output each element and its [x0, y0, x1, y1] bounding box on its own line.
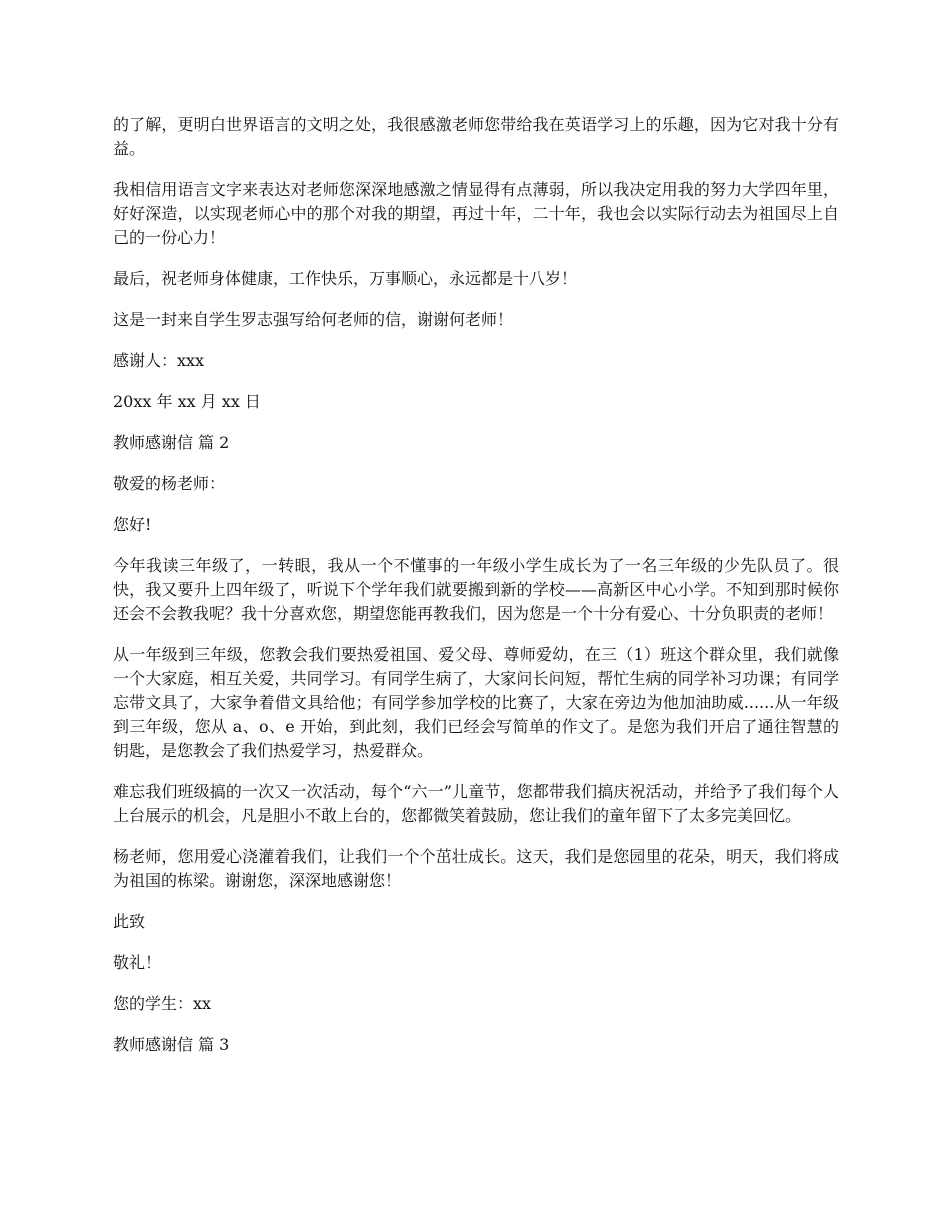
letter-date: 20xx 年 xx 月 xx 日: [113, 392, 261, 411]
paragraph-intro: 今年我读三年级了，一转眼，我从一个不懂事的一年级小学生成长为了一名三年级的少先队员了。很快，我又要升上四年级了，听说下个学年我们就要搬到新的学校——高新区中心小学。不知到那时候你还会不会教我呢？我十分喜欢您，期望您能再教我们，因为您是一个十分有爱心、十分负职责的老师！: [113, 556, 839, 623]
section-heading-2: 教师感谢信 篇 2: [113, 433, 230, 452]
paragraph-letter-note: 这是一封来自学生罗志强写给何老师的信，谢谢何老师！: [113, 310, 514, 329]
closing-jingli: 敬礼！: [113, 953, 162, 972]
section-heading-3: 教师感谢信 篇 3: [113, 1035, 230, 1054]
paragraph-memories: 从一年级到三年级，您教会我们要热爱祖国、爱父母、尊师爱幼，在三（1）班这个群众里，我们就像一个大家庭，相互关爱，共同学习。有同学生病了，大家问长问短，帮忙生病的同学补习功课；有同学忘带文具了，大家争着借文具给他；有同学参加学校的比赛了，大家在旁边为他加油助威......从一年级到三年级，您从 a、o、e 开始，到此刻，我们已经会写简单的作文了。是您为我们开启了通往智慧的钥匙，是您教会了我们热爱学习，热爱群众。: [113, 645, 839, 760]
paragraph-activities: 难忘我们班级搞的一次又一次活动，每个“六一”儿童节，您都带我们搞庆祝活动，并给予了我们每个人上台展示的机会，凡是胆小不敢上台的，您都微笑着鼓励，您让我们的童年留下了太多完美回忆。: [113, 782, 839, 825]
paragraph-gratitude: 杨老师，您用爱心浇灌着我们，让我们一个个茁壮成长。这天，我们是您园里的花朵，明天，我们将成为祖国的栋梁。谢谢您，深深地感谢您！: [113, 847, 839, 890]
greeting: 您好!: [113, 515, 152, 534]
salutation: 敬爱的杨老师：: [113, 474, 226, 493]
paragraph-resolve: 我相信用语言文字来表达对老师您深深地感激之情显得有点薄弱，所以我决定用我的努力大学四年里，好好深造，以实现老师心中的那个对我的期望，再过十年，二十年，我也会以实际行动去为祖国尽上自己的一份心力！: [113, 180, 839, 247]
document-page: [113, 113, 839, 1074]
closing-cizhi: 此致: [113, 912, 146, 931]
signature-thanker: 感谢人：xxx: [113, 351, 205, 370]
paragraph-continuation: 的了解，更明白世界语言的文明之处，我很感激老师您带给我在英语学习上的乐趣，因为它对我十分有益。: [113, 115, 839, 158]
paragraph-wishes: 最后，祝老师身体健康，工作快乐，万事顺心，永远都是十八岁！: [113, 269, 578, 288]
signature-student: 您的学生：xx: [113, 994, 212, 1013]
